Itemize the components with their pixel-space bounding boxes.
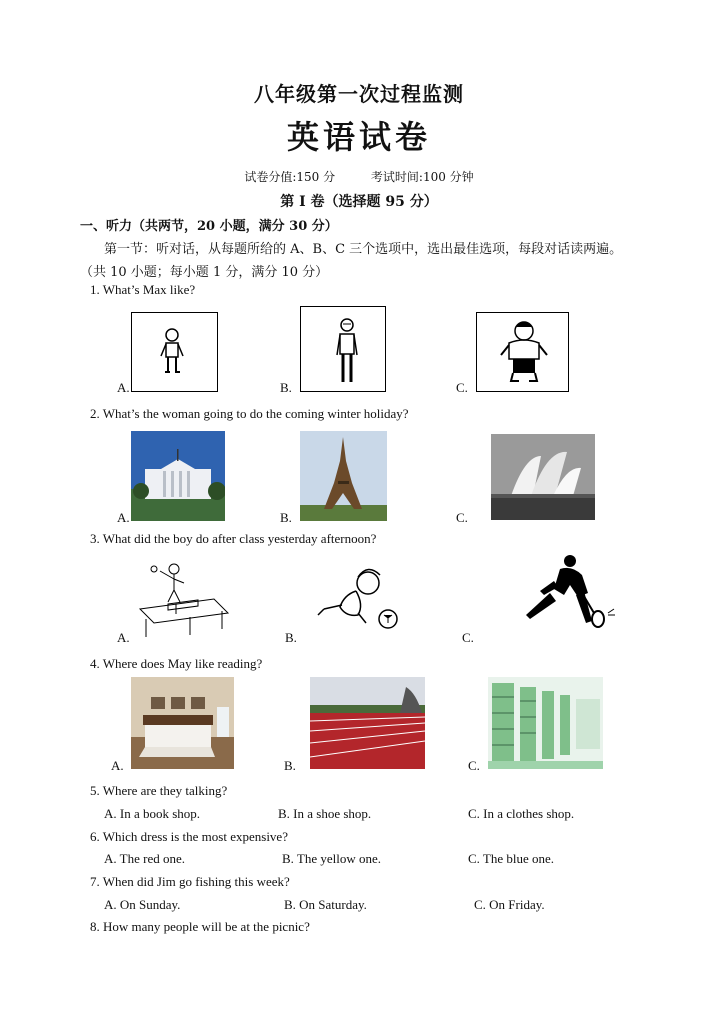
question-3: 3. What did the boy do after class yesterday afternoon? bbox=[90, 531, 377, 546]
short-boy-image bbox=[131, 312, 218, 392]
q2-option-b-label: B. bbox=[280, 510, 292, 525]
q6-option-a: A. The red one. bbox=[104, 851, 185, 866]
q4-option-c-label: C. bbox=[468, 758, 480, 773]
badminton-image bbox=[520, 553, 620, 641]
question-8: 8. How many people will be at the picnic? bbox=[90, 919, 310, 934]
q7-option-b: B. On Saturday. bbox=[284, 897, 367, 912]
volume-heading: 第 I 卷（选择题 95 分） bbox=[280, 194, 438, 210]
tall-boy-image bbox=[300, 306, 386, 392]
library-image bbox=[488, 677, 603, 769]
opera-house-image bbox=[491, 434, 595, 520]
part-instructions-2: （共 10 小题；每小题 1 分，满分 10 分） bbox=[80, 265, 329, 280]
section-heading: 一、听力（共两节，20 小题，满分 30 分） bbox=[80, 219, 338, 234]
question-2: 2. What’s the woman going to do the coming winter holiday? bbox=[90, 406, 409, 421]
q4-option-b-label: B. bbox=[284, 758, 296, 773]
soccer-boy-image bbox=[312, 565, 402, 633]
bedroom-image bbox=[131, 677, 234, 769]
q2-option-a-label: A. bbox=[117, 510, 130, 525]
running-track-image bbox=[310, 677, 425, 769]
q7-option-c: C. On Friday. bbox=[474, 897, 545, 912]
q5-option-b: B. In a shoe shop. bbox=[278, 806, 372, 821]
exam-subtitle: 英语试卷 bbox=[286, 118, 431, 156]
q6-option-c: C. The blue one. bbox=[468, 851, 555, 866]
q6-option-b: B. The yellow one. bbox=[282, 851, 382, 866]
exam-title: 八年级第一次过程监测 bbox=[254, 82, 464, 106]
part-instructions: 第一节：听对话，从每题所给的 A、B、C 三个选项中，选出最佳选项，每段对话读两遍。 bbox=[104, 242, 623, 257]
time-info: 考试时间:100 分钟 bbox=[370, 170, 474, 184]
q3-option-b-label: B. bbox=[285, 630, 297, 645]
ping-pong-image bbox=[134, 557, 232, 643]
q2-option-c-label: C. bbox=[456, 510, 468, 525]
question-4: 4. Where does May like reading? bbox=[90, 656, 263, 671]
q7-option-a: A. On Sunday. bbox=[104, 897, 181, 912]
q3-option-a-label: A. bbox=[117, 630, 130, 645]
eiffel-tower-image bbox=[300, 431, 387, 521]
question-1: 1. What’s Max like? bbox=[90, 282, 196, 297]
q4-option-a-label: A. bbox=[111, 758, 124, 773]
q1-option-a-label: A. bbox=[117, 380, 130, 395]
q5-option-c: C. In a clothes shop. bbox=[468, 806, 575, 821]
white-house-image bbox=[131, 431, 225, 521]
score-info: 试卷分值:150 分 bbox=[244, 170, 336, 184]
question-7: 7. When did Jim go fishing this week? bbox=[90, 874, 290, 889]
q5-option-a: A. In a book shop. bbox=[104, 806, 201, 821]
q1-option-b-label: B. bbox=[280, 380, 292, 395]
exam-meta bbox=[0, 168, 718, 185]
question-5: 5. Where are they talking? bbox=[90, 783, 228, 798]
heavy-boy-image bbox=[476, 312, 569, 392]
q1-option-c-label: C. bbox=[456, 380, 468, 395]
question-6: 6. Which dress is the most expensive? bbox=[90, 829, 288, 844]
q3-option-c-label: C. bbox=[462, 630, 474, 645]
